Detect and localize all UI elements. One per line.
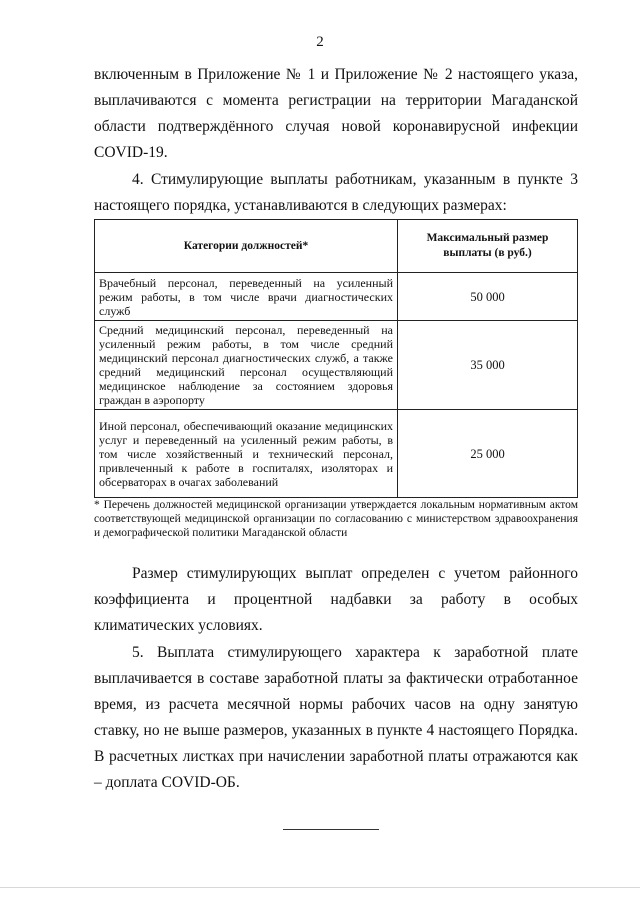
amount-cell: 25 000 [398,410,578,498]
page-number: 2 [316,34,324,50]
table-row [95,273,578,321]
table-header-row [95,220,578,273]
header-max-amount: Максимальный размер выплаты (в руб.) [398,220,578,273]
amount-cell: 50 000 [398,273,578,321]
item-4-paragraph [94,167,578,219]
item-5-paragraph [94,640,578,796]
header-categories: Категории должностей* [95,220,398,273]
intro-paragraph [94,62,578,166]
separator-line [283,829,379,830]
payments-table [94,219,578,498]
table-row [95,410,578,498]
category-cell: Врачебный персонал, переведенный на усиленный режим работы, в том числе врачи диагностических служб [95,273,398,321]
intro-text: включенным в Приложение № 1 и Приложение № 2 настоящего указа, выплачиваются с момента регистрации на территории Магаданской области подтверждённого случая новой коронавирусной инфекции COVID-19. [94,66,578,161]
item-4-text: 4. Стимулирующие выплаты работникам, указанным в пункте 3 настоящего порядка, устанавливаются в следующих размерах: [94,171,578,214]
amount-cell: 35 000 [398,321,578,410]
page-bottom-edge [0,887,640,888]
table-row [95,321,578,410]
table-footnote: * Перечень должностей медицинской организации утверждается локальным нормативным актом соответствующей медицинской организации по согласованию с министерством здравоохранения и демографической политики Магаданской области [94,499,578,539]
category-cell: Иной персонал, обеспечивающий оказание медицинских услуг и переведенный на усиленный режим работы, в том числе хозяйственный и технический персонал, привлеченный к работе в госпиталях, изоляторах и обсерваторах в очагах заболеваний [95,410,398,498]
item-5-text: 5. Выплата стимулирующего характера к заработной плате выплачивается в составе заработной платы за фактически отработанное время, из расчета месячной нормы рабочих часов на одну занятую ставку, но не выше размеров, указанных в пункте 4 настоящего Порядка. В расчетных листках при начислении заработной платы отражаются как – доплата COVID-ОБ. [94,644,578,791]
category-cell: Средний медицинский персонал, переведенный на усиленный режим работы, в том числе средний медицинский персонал диагностических служб, а также средний медицинский персонал осуществляющий медицинское наблюдение за состоянием здоровья граждан в аэропорту [95,321,398,410]
size-paragraph [94,561,578,639]
size-text: Размер стимулирующих выплат определен с учетом районного коэффициента и процентной надбавки за работу в особых климатических условиях. [94,565,578,634]
